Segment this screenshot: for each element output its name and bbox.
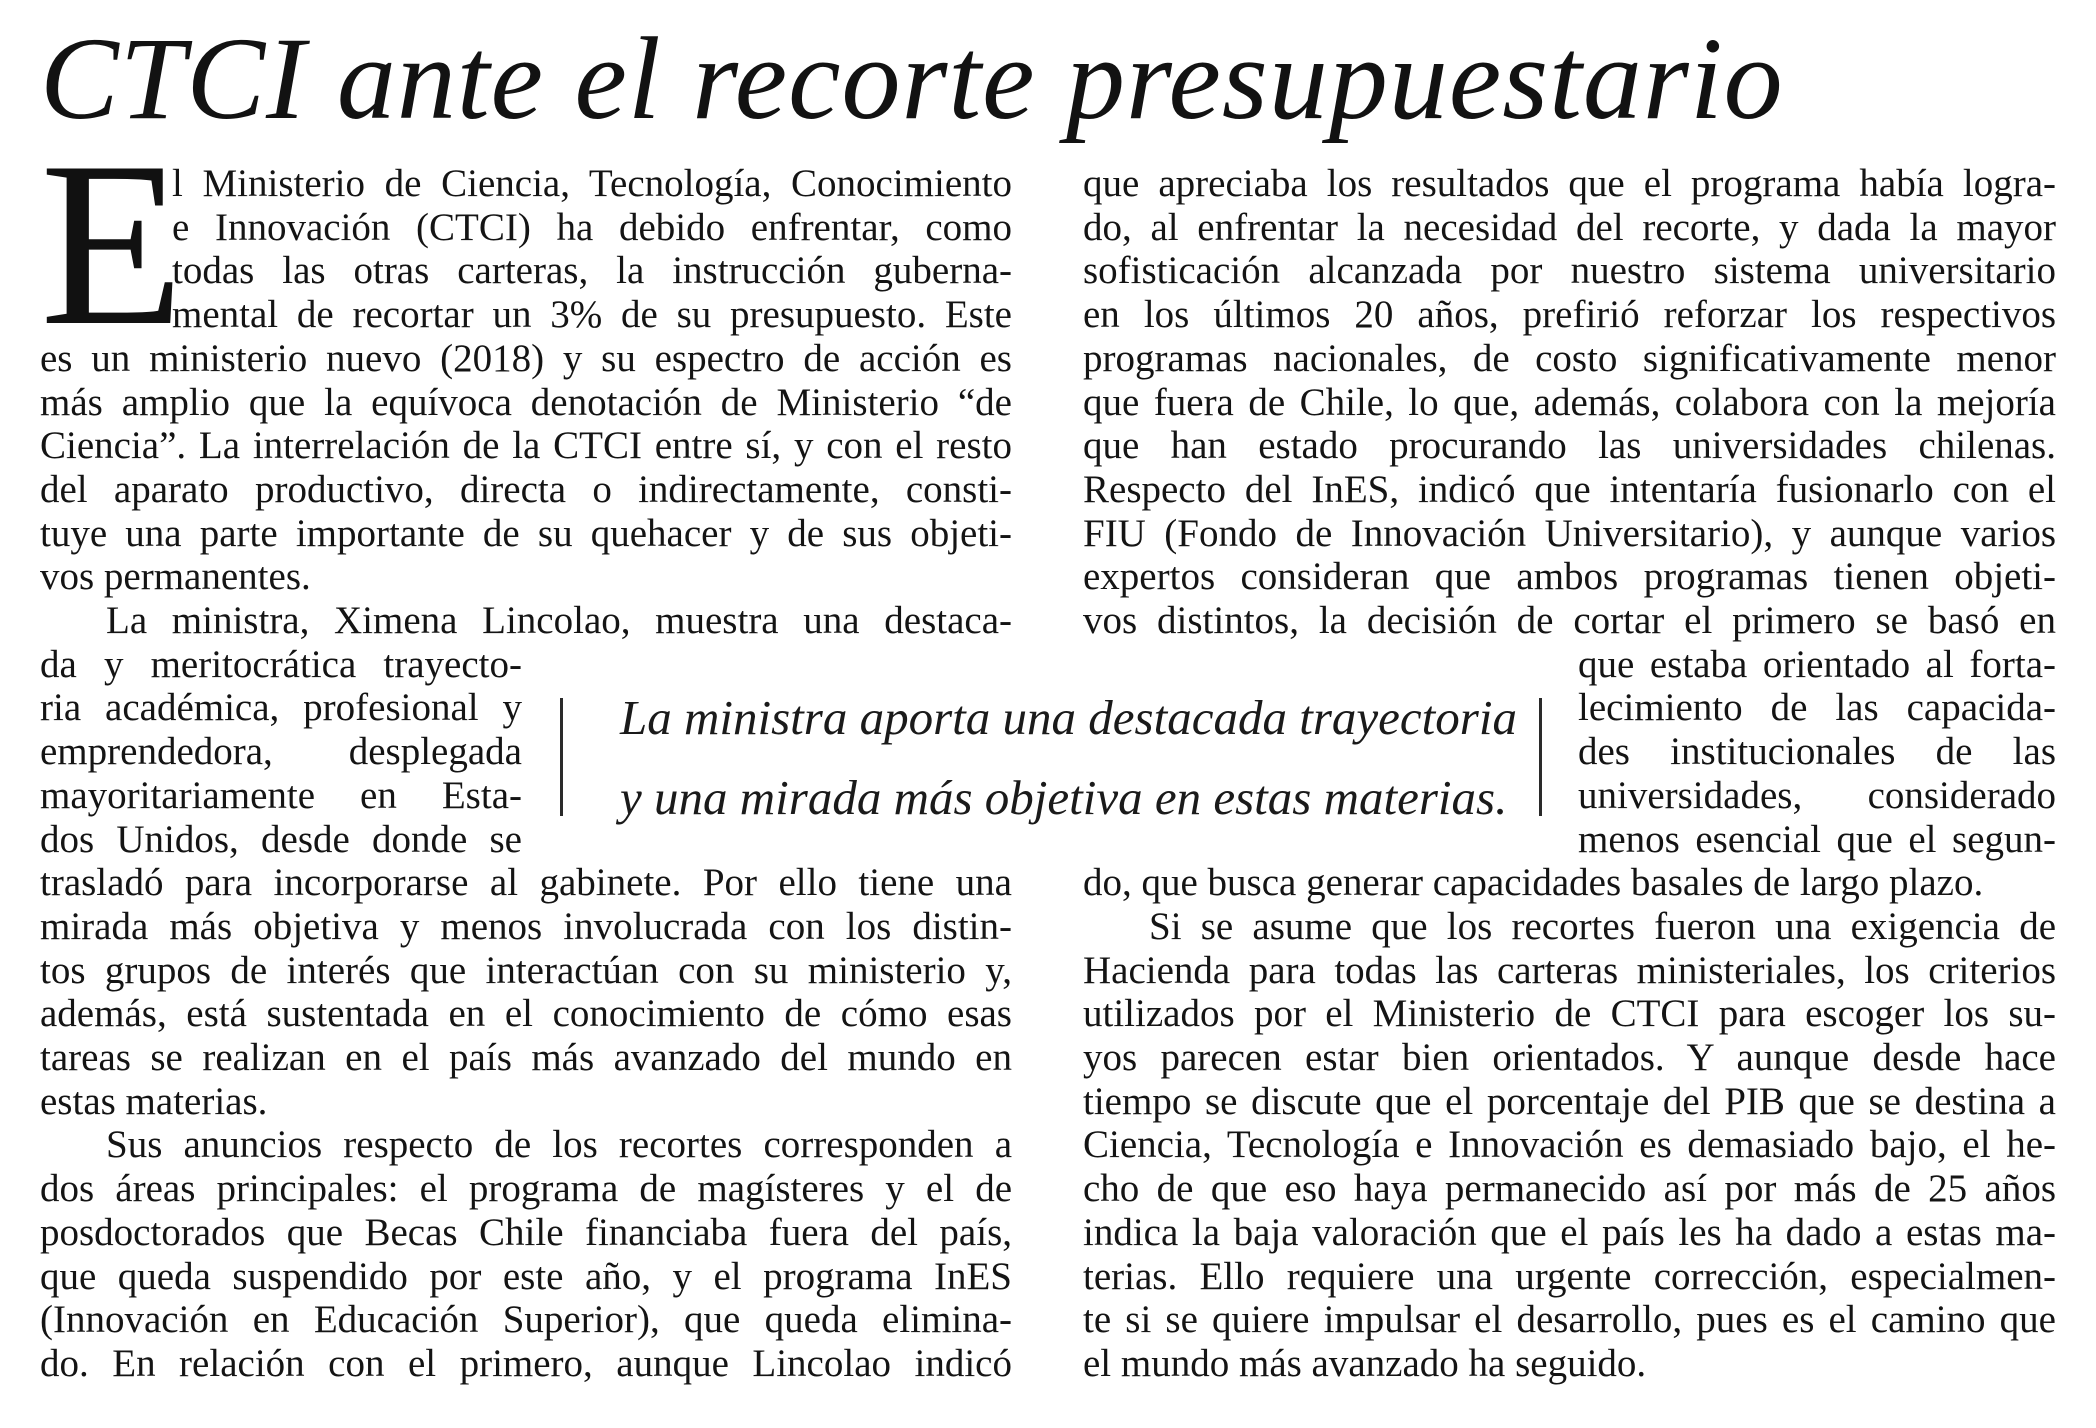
right-column-line: des institucionales de las — [1578, 730, 2056, 774]
headline: CTCI ante el recorte presupuestario — [40, 13, 1784, 144]
left-column-line: l Ministerio de Ciencia, Tecnología, Conocimiento — [172, 162, 1012, 205]
right-column-line: que han estado procurando las universidades chilenas. — [1083, 424, 2056, 468]
right-column-line: cho de que eso haya permanecido así por más de 25 años — [1083, 1167, 2056, 1211]
right-column-line: vos distintos, la decisión de cortar el primero se basó en — [1083, 599, 2056, 642]
right-column-line: do, al enfrentar la necesidad del recorte, y dada la mayor — [1083, 205, 2056, 249]
left-column-line: tuye una parte importante de su quehacer y de sus objeti- — [40, 511, 1012, 555]
right-column-line: indica la baja valoración que el país les ha dado a estas ma- — [1083, 1210, 2056, 1254]
left-column-line: todas las otras carteras, la instrucción guberna- — [172, 249, 1012, 293]
right-column-line: programas nacionales, de costo significativamente menor — [1083, 336, 2056, 380]
right-column-line: en los últimos 20 años, prefirió reforzar los respectivos — [1083, 293, 2056, 337]
left-column-line: posdoctorados que Becas Chile financiaba fuera del país, — [40, 1210, 1012, 1254]
right-column-line: terias. Ello requiere una urgente corrección, especialmen- — [1083, 1254, 2056, 1298]
left-column-line: Sus anuncios respecto de los recortes corresponden a — [106, 1123, 1012, 1167]
right-column-line: lecimiento de las capacida- — [1578, 686, 2056, 730]
right-column-line: utilizados por el Ministerio de CTCI para escoger los su- — [1083, 992, 2056, 1036]
left-column-line: Ciencia”. La interrelación de la CTCI entre sí, y con el resto — [40, 424, 1012, 468]
left-column-line: La ministra, Ximena Lincolao, muestra una destaca- — [106, 599, 1012, 642]
right-column-line: te si se quiere impulsar el desarrollo, pues es el camino que — [1083, 1298, 2056, 1342]
right-column-line: el mundo más avanzado ha seguido. — [1083, 1341, 1647, 1385]
drop-cap: E — [40, 114, 185, 375]
left-column-line: que queda suspendido por este año, y el programa InES — [40, 1254, 1012, 1298]
left-column-line: mayoritariamente en Esta- — [40, 773, 522, 817]
left-column-line: emprendedora, desplegada — [40, 730, 522, 774]
right-column-line: universidades, considerado — [1578, 773, 2056, 817]
left-column-line: da y meritocrática trayecto- — [40, 642, 522, 686]
right-column-line: Hacienda para todas las carteras ministeriales, los criterios — [1083, 948, 2056, 992]
left-column-line: e Innovación (CTCI) ha debido enfrentar, como — [172, 205, 1012, 249]
pull-quote-line-1: La ministra aporta una destacada trayectoria — [620, 690, 1517, 745]
left-column-line: tos grupos de interés que interactúan con su ministerio y, — [40, 948, 1012, 992]
left-column-line: (Innovación en Educación Superior), que queda elimina- — [40, 1298, 1012, 1342]
pull-quote-left-rule — [560, 698, 563, 816]
left-column-line: además, está sustentada en el conocimiento de cómo esas — [40, 992, 1012, 1036]
right-column-line: Ciencia, Tecnología e Innovación es demasiado bajo, el he- — [1083, 1123, 2056, 1167]
left-column-line: del aparato productivo, directa o indirectamente, consti- — [40, 467, 1012, 511]
left-column-line: dos áreas principales: el programa de magísteres y el de — [40, 1167, 1012, 1211]
left-column-line: do. En relación con el primero, aunque Lincolao indicó — [40, 1341, 1012, 1385]
right-column-line: sofisticación alcanzada por nuestro sistema universitario — [1083, 249, 2056, 293]
left-column-line: estas materias. — [40, 1079, 268, 1123]
right-column-line: que fuera de Chile, lo que, además, colabora con la mejoría — [1083, 380, 2056, 424]
left-column-line: mirada más objetiva y menos involucrada con los distin- — [40, 904, 1012, 948]
right-column-line: tiempo se discute que el porcentaje del PIB que se destina a — [1083, 1079, 2056, 1123]
left-column-line: ria académica, profesional y — [40, 686, 522, 730]
left-column-line: vos permanentes. — [40, 555, 311, 599]
pull-quote-line-2: y una mirada más objetiva en estas materias. — [620, 770, 1508, 825]
right-column-line: Respecto del InES, indicó que intentaría fusionarlo con el — [1083, 467, 2056, 511]
left-column-line: trasladó para incorporarse al gabinete. Por ello tiene una — [40, 861, 1012, 905]
pull-quote-right-rule — [1539, 698, 1542, 816]
right-column-line: que estaba orientado al forta- — [1578, 642, 2056, 686]
left-column-line: dos Unidos, desde donde se — [40, 817, 522, 861]
left-column-line: más amplio que la equívoca denotación de Ministerio “de — [40, 380, 1012, 424]
right-column-line: FIU (Fondo de Innovación Universitario), y aunque varios — [1083, 511, 2056, 555]
right-column-line: expertos consideran que ambos programas tienen objeti- — [1083, 555, 2056, 599]
right-column-line: do, que busca generar capacidades basales de largo plazo. — [1083, 861, 1984, 905]
right-column-line: que apreciaba los resultados que el programa había logra- — [1083, 162, 2056, 205]
pull-quote — [560, 686, 1542, 824]
right-column-line: menos esencial que el segun- — [1578, 817, 2056, 861]
right-column-line: yos parecen estar bien orientados. Y aunque desde hace — [1083, 1036, 2056, 1079]
right-column-line: Si se asume que los recortes fueron una exigencia de — [1149, 904, 2056, 948]
left-column-line: mental de recortar un 3% de su presupuesto. Este — [172, 293, 1012, 337]
left-column-line: tareas se realizan en el país más avanzado del mundo en — [40, 1036, 1012, 1079]
left-column-line: es un ministerio nuevo (2018) y su espectro de acción es — [40, 336, 1012, 380]
